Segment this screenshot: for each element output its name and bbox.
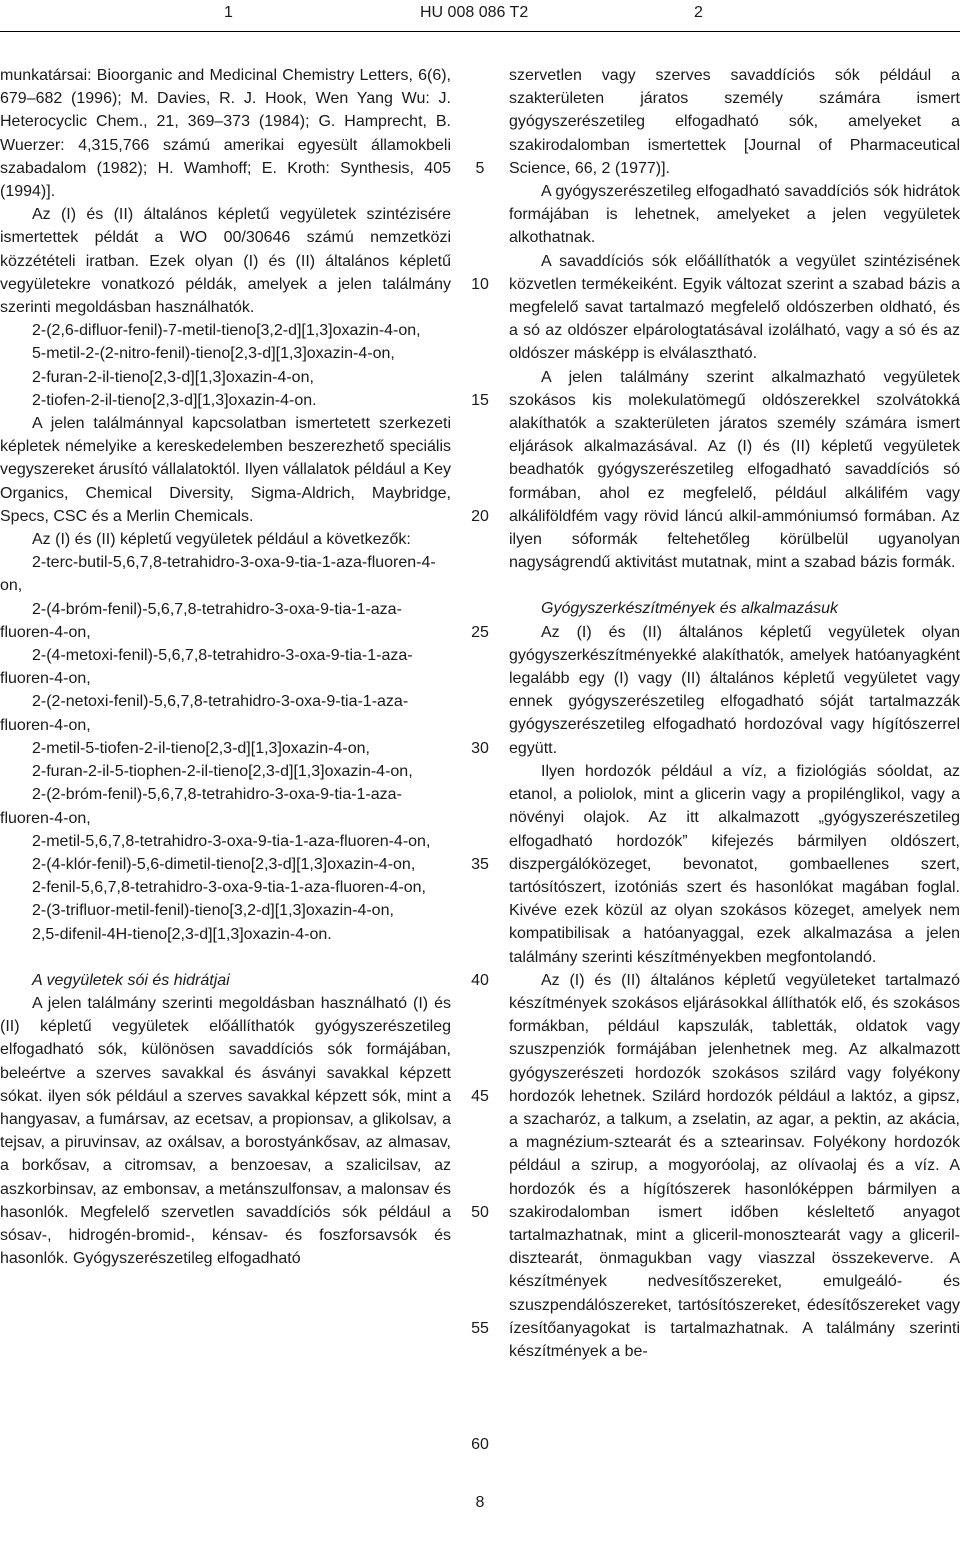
line-number: 10	[471, 276, 489, 293]
paragraph: A jelen találmány szerinti megoldásban használható (I) és (II) képletű vegyületek előállíthatók gyógyszerészetileg elfogadható sók, különösen savaddíciós sók formájában, beleértve a szerves savakkal és ásványi savakkal képzett sókat. ilyen sók például a szerves savakkal képzett sók, mint a hangyasav, a fumársav, az ecetsav, a propionsav, a glikolsav, a tejsav, a piruvinsav, az oxálsav, a borostyánkősav, az almasav, a borkősav, a citromsav, a benzoesav, a szalicilsav, az aszkorbinsav, az embonsav, a metánszulfonsav, a malonsav és hasonlók. Megfelelő szervetlen savaddíciós sók például a sósav-, hidrogén-bromid-, kénsav- és foszforsavsók és hasonlók. Gyógyszerészetileg elfogadható	[0, 994, 451, 1268]
left-column	[0, 64, 451, 1270]
left-page-number: 1	[224, 4, 233, 21]
compound-item: 5-metil-2-(2-nitro-fenil)-tieno[2,3-d][1,3]oxazin-4-on,	[32, 345, 395, 363]
section-heading: A vegyületek sói és hidrátjai	[32, 971, 230, 989]
compound-item: 2-(2,6-difluor-fenil)-7-metil-tieno[3,2-d][1,3]oxazin-4-on,	[32, 322, 421, 340]
compound-item: 2-furan-2-il-5-tiophen-2-il-tieno[2,3-d][1,3]oxazin-4-on,	[32, 763, 413, 781]
page-footer-number: 8	[475, 1494, 485, 1511]
line-number: 15	[471, 392, 489, 409]
compound-item: 2-metil-5-tiofen-2-il-tieno[2,3-d][1,3]oxazin-4-on,	[32, 739, 370, 757]
compound-item: 2-(3-trifluor-metil-fenil)-tieno[3,2-d][1,3]oxazin-4-on,	[32, 902, 394, 920]
paragraph: Az (I) és (II) általános képletű vegyületek olyan gyógyszerkészítményekké alakíthatók, amelyek hatóanyagként legalább egy (I) vagy (II) általános képletű vegyületet vagy ennek gyógyszerészetileg elfogadható sóját tartalmazzák gyógyszerészetileg elfogadható hordozóval vagy hígítószerrel együtt.	[509, 623, 960, 757]
line-number: 35	[471, 856, 489, 873]
line-number: 45	[471, 1088, 489, 1105]
section-heading: Gyógyszerkészítmények és alkalmazásuk	[541, 600, 838, 618]
paragraph: Ilyen hordozók például a víz, a fiziológiás sóoldat, az etanol, a poliolok, mint a glicerin vagy a propilénglikol, vagy a növényi olajok. Az itt alkalmazott „gyógyszerészetileg elfogadható hordozók” kifejezés bármilyen oldószert, diszpergálóközeget, bevonatot, gombaellenes szert, tartósítószert, izotóniás szert és hasonlókat magában foglal. Kivéve ezek közül az olyan szokásos közeget, amelyek nem kompatibilisak a hatóanyaggal, ezek alkalmazása a jelen találmány szerinti készítményekben megfontolandó.	[509, 762, 960, 966]
page-header	[0, 0, 960, 30]
compound-item: 2-terc-butil-5,6,7,8-tetrahidro-3-oxa-9-tia-1-aza-fluoren-4-on,	[0, 554, 436, 595]
compound-item: 2-furan-2-il-tieno[2,3-d][1,3]oxazin-4-on,	[32, 368, 314, 386]
paragraph: A jelen találmánnyal kapcsolatban ismertetett szerkezeti képletek némelyike a kereskedelemben beszerezhető speciális vegyszereket árusító vállalatoktól. Ilyen vállalatok például a Key Organics, Chemical Diversity, Sigma-Aldrich, Maybridge, Specs, CSC és a Merlin Chemicals.	[0, 415, 451, 525]
line-number: 20	[471, 508, 489, 525]
paragraph: szervetlen vagy szerves savaddíciós sók például a szakterületen járatos személy számára ismert gyógyszerészetileg elfogadható sók, amelyeket a szakirodalomban ismertettek [Journal of Pharmaceutical Science, 66, 2 (1977)].	[509, 67, 960, 177]
compound-item: 2,5-difenil-4H-tieno[2,3-d][1,3]oxazin-4-on.	[32, 925, 332, 943]
line-number: 50	[471, 1204, 489, 1221]
paragraph: A gyógyszerészetileg elfogadható savaddíciós sók hidrátok formájában is lehetnek, amelyeket a jelen vegyületek alkothatnak.	[509, 183, 960, 247]
compound-item: 2-metil-5,6,7,8-tetrahidro-3-oxa-9-tia-1-aza-fluoren-4-on,	[32, 832, 431, 850]
paragraph: Az (I) és (II) általános képletű vegyületek szintézisére ismertettek példát a WO 00/30646 számú nemzetközi közzétételi iratban. Ezek olyan (I) és (II) általános képletű vegyületekre vonatkozó példák, amelyek a jelen találmány szerinti megoldásban használhatók.	[0, 206, 451, 317]
line-number: 60	[471, 1436, 489, 1453]
compound-item: 2-fenil-5,6,7,8-tetrahidro-3-oxa-9-tia-1-aza-fluoren-4-on,	[32, 879, 426, 897]
compound-item: 2-(2-netoxi-fenil)-5,6,7,8-tetrahidro-3-oxa-9-tia-1-aza-fluoren-4-on,	[0, 693, 409, 734]
paragraph: munkatársai: Bioorganic and Medicinal Chemistry Letters, 6(6), 679–682 (1996); M. Davies, R. J. Hook, Wen Yang Wu: J. Heterocyclic Chem., 21, 369–373 (1984); G. Hamprecht, B. Wuerzer: 4,315,766 számú amerikai egyesült államokbeli szabadalom (1982); H. Wamhoff; E. Kroth: Synthesis, 405 (1994)].	[0, 67, 451, 201]
paragraph: A savaddíciós sók előállíthatók a vegyület szintézisének közvetlen termékeiként. Egyik változat szerint a szabad bázis a megfelelő savat tartalmazó megfelelő oldószerben oldható, és a só az oldószer elpárologtatásával izolálható, vagy a só és az oldószer másképp is elválasztható.	[509, 252, 960, 363]
compound-item: 2-(4-klór-fenil)-5,6-dimetil-tieno[2,3-d][1,3]oxazin-4-on,	[32, 855, 416, 873]
paragraph: Az (I) és (II) képletű vegyületek például a következők:	[32, 531, 411, 549]
line-number: 55	[471, 1320, 489, 1337]
compound-item: 2-tiofen-2-il-tieno[2,3-d][1,3]oxazin-4-on.	[32, 391, 317, 409]
line-number: 25	[471, 624, 489, 641]
header-rule	[0, 31, 960, 32]
right-page-number: 2	[694, 4, 703, 21]
line-number: 40	[471, 972, 489, 989]
compound-item: 2-(2-bróm-fenil)-5,6,7,8-tetrahidro-3-oxa-9-tia-1-aza-fluoren-4-on,	[0, 786, 402, 827]
compound-item: 2-(4-metoxi-fenil)-5,6,7,8-tetrahidro-3-oxa-9-tia-1-aza-fluoren-4-on,	[0, 647, 413, 688]
compound-item: 2-(4-bróm-fenil)-5,6,7,8-tetrahidro-3-oxa-9-tia-1-aza-fluoren-4-on,	[0, 600, 402, 641]
line-number: 30	[471, 740, 489, 757]
paragraph: Az (I) és (II) általános képletű vegyületeket tartalmazó készítmények szokásos eljárásokkal állíthatók elő, és szokásos formákban, például kapszulák, tabletták, oldatok vagy szuszpenziók formájában jelenhetnek meg. Az alkalmazott gyógyszerészeti hordozók szokásos szilárd vagy folyékony hordozók lehetnek. Szilárd hordozók például a laktóz, a gipsz, a szacharóz, a talkum, a zselatin, az agar, a pektin, az akácia, a magnézium-sztearát és a sztearinsav. Folyékony hordozók például a szirup, a mogyoróolaj, az olívaolaj és a víz. A hordozók és a hígítószerek hasonlóképpen bármilyen a szakirodalomban ismert időben késleltető anyagot tartalmazhatnak, mint a gliceril-monosztearát vagy a gliceril-disztearát, önmagukban vagy viaszzal összekeverve. A készítmények nedvesítőszereket, emulgeáló- és szuszpendálószereket, tartósítószereket, édesítőszereket vagy ízesítőanyagokat is tartalmazhatnak. A találmány szerinti készítmények a be-	[509, 971, 960, 1360]
paragraph: A jelen találmány szerint alkalmazható vegyületek szokásos kis molekulatömegű oldószerekkel szolvátokká alakíthatók a szakterületen járatos személy számára ismert eljárások alkalmazásával. Az (I) és (II) képletű vegyületek beadhatók gyógyszerészetileg elfogadható savaddíciós só formában, ahol ez megfelelő, például alkálifém vagy alkáliföldfém vagy rövid láncú alkil-ammóniumsó formában. Az ilyen sóformák feltehetőleg körülbelül ugyanolyan nagyságrendű aktivitást mutatnak, mint a szabad bázis formák.	[509, 368, 960, 572]
document-id: HU 008 086 T2	[420, 4, 529, 21]
line-number: 5	[475, 160, 485, 177]
right-column	[509, 64, 960, 1363]
